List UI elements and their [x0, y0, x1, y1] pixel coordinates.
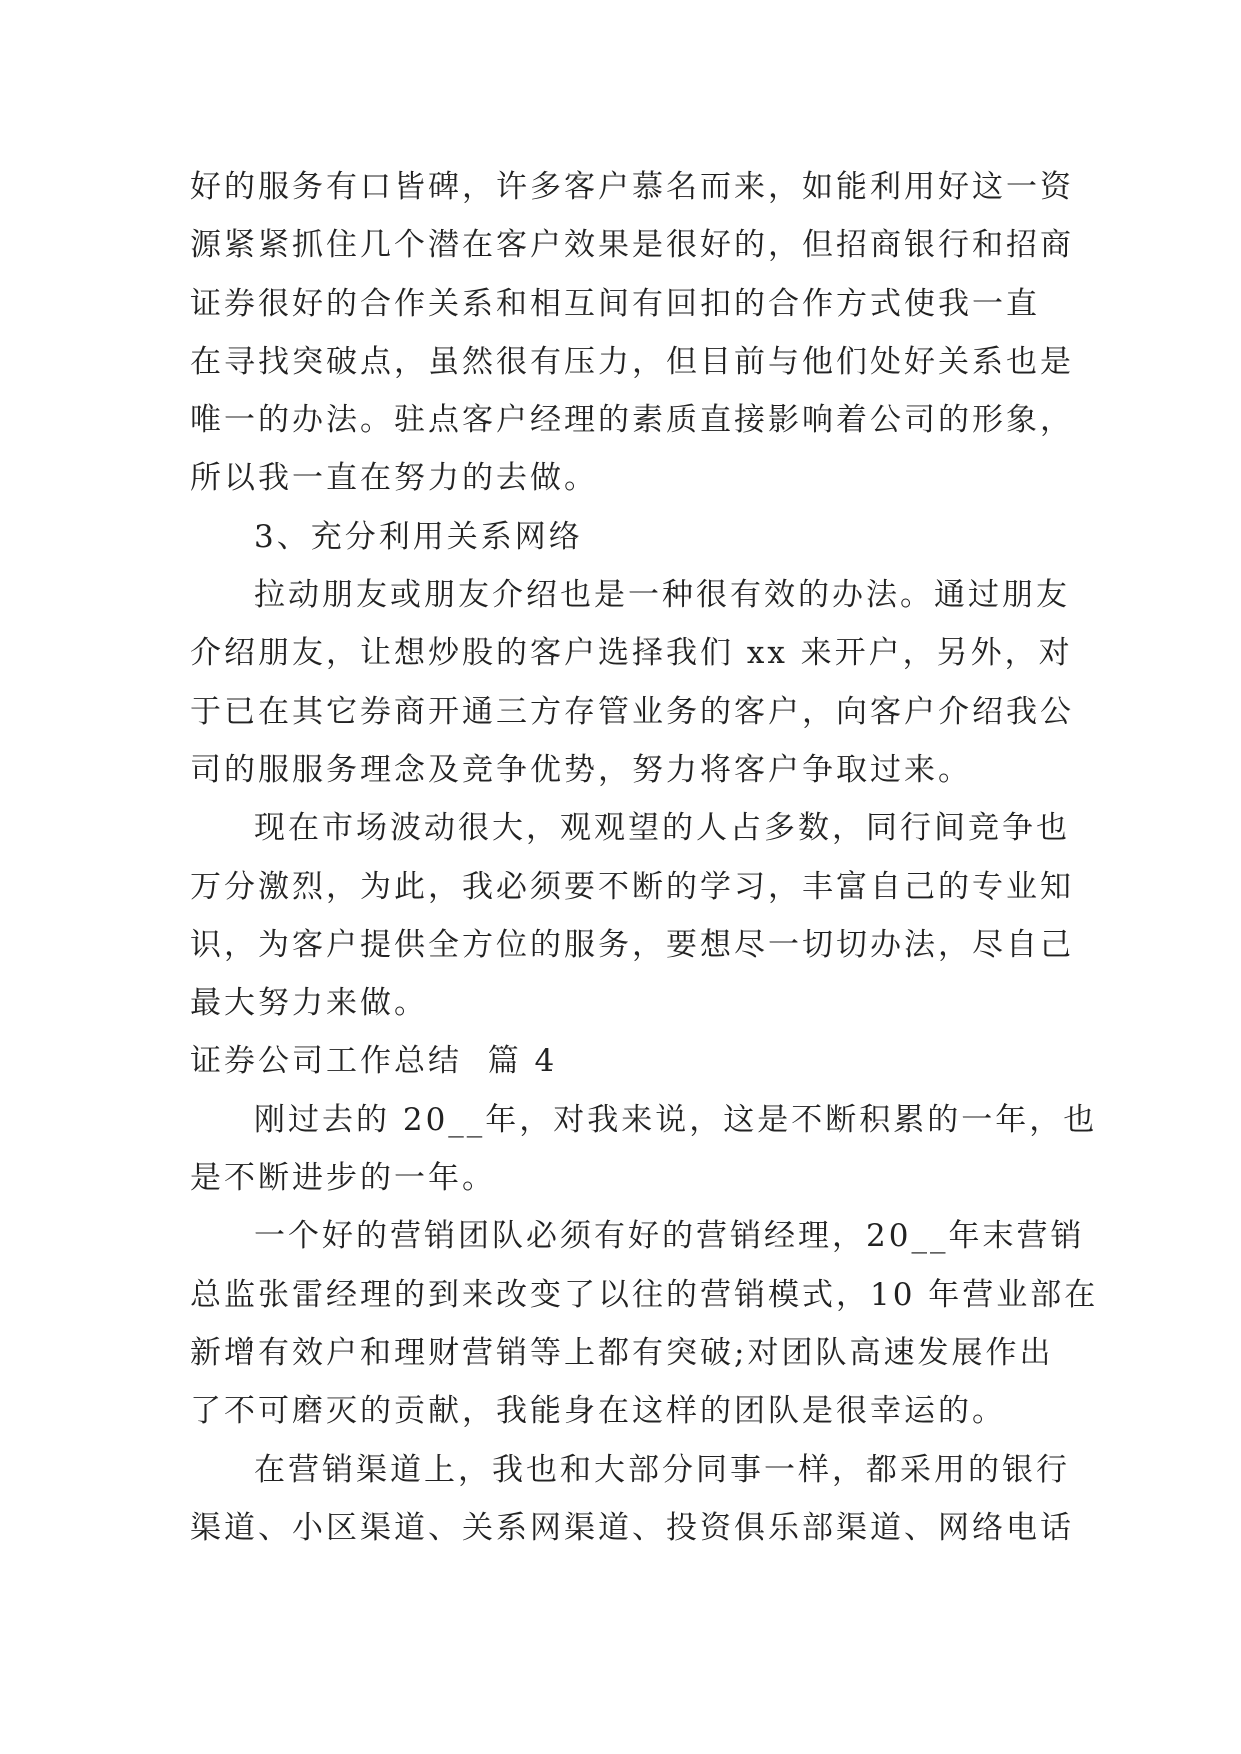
text-line: 司的服服务理念及竞争优势，努力将客户争取过来。: [190, 751, 972, 788]
text-line: 源紧紧抓住几个潜在客户效果是很好的，但招商银行和招商: [190, 227, 1074, 264]
text-line: 刚过去的 20__年，对我来说，这是不断积累的一年，也: [254, 1101, 1098, 1138]
text-line: 拉动朋友或朋友介绍也是一种很有效的办法。通过朋友: [254, 577, 1070, 614]
text-line: 新增有效户和理财营销等上都有突破;对团队高速发展作出: [190, 1334, 1054, 1371]
text-line: 一个好的营销团队必须有好的营销经理，20__年末营销: [254, 1218, 1085, 1255]
text-line: 最大努力来做。: [190, 985, 428, 1022]
article-title: 证券公司工作总结 篇 4: [190, 1043, 558, 1080]
text-line: 是不断进步的一年。: [190, 1160, 496, 1197]
text-line: 现在市场波动很大，观观望的人占多数，同行间竞争也: [254, 810, 1070, 847]
text-line: 渠道、小区渠道、关系网渠道、投资俱乐部渠道、网络电话: [190, 1509, 1074, 1546]
text-line: 在营销渠道上，我也和大部分同事一样，都采用的银行: [254, 1451, 1070, 1488]
text-line: 介绍朋友，让想炒股的客户选择我们 xx 来开户，另外，对: [190, 635, 1073, 672]
text-line: 证券很好的合作关系和相互间有回扣的合作方式使我一直: [190, 285, 1040, 322]
text-line: 总监张雷经理的到来改变了以往的营销模式，10 年营业部在: [190, 1276, 1099, 1313]
text-line: 了不可磨灭的贡献，我能身在这样的团队是很幸运的。: [190, 1393, 1006, 1430]
document-body: [190, 158, 1099, 1557]
text-line: 唯一的办法。驻点客户经理的素质直接影响着公司的形象，: [190, 402, 1074, 439]
text-line: 好的服务有口皆碑，许多客户慕名而来，如能利用好这一资: [190, 169, 1074, 205]
text-line: 于已在其它券商开通三方存管业务的客户，向客户介绍我公: [190, 693, 1074, 730]
text-line: 识，为客户提供全方位的服务，要想尽一切切办法，尽自己: [190, 926, 1074, 963]
text-line: 所以我一直在努力的去做。: [190, 460, 598, 497]
text-line: 万分激烈，为此，我必须要不断的学习，丰富自己的专业知: [190, 868, 1074, 905]
text-line: 在寻找突破点，虽然很有压力，但目前与他们处好关系也是: [190, 343, 1074, 380]
section-heading: 3、充分利用关系网络: [254, 518, 583, 555]
